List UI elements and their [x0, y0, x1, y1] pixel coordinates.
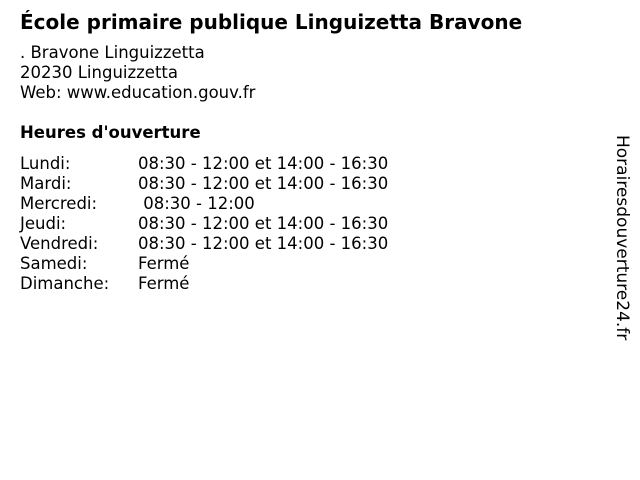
time-value: Fermé [138, 254, 190, 273]
time-value: 08:30 - 12:00 et 14:00 - 16:30 [138, 154, 389, 173]
hours-row-lundi [20, 154, 388, 174]
address-block [20, 43, 255, 103]
day-label: Lundi: [20, 154, 71, 173]
time-value: Fermé [138, 274, 190, 293]
opening-hours-table [20, 154, 388, 294]
hours-row-vendredi [20, 234, 388, 254]
day-label: Mercredi: [20, 194, 98, 213]
time-value: 08:30 - 12:00 [138, 194, 255, 213]
address-street: . Bravone Linguizzetta [20, 43, 205, 62]
hours-row-dimanche [20, 274, 388, 294]
site-brand-watermark: Horairesdouverture24.fr [612, 135, 632, 341]
time-value: 08:30 - 12:00 et 14:00 - 16:30 [138, 174, 389, 193]
website-text: Web: www.education.gouv.fr [20, 83, 256, 102]
day-label: Vendredi: [20, 234, 99, 253]
day-label: Samedi: [20, 254, 88, 273]
hours-row-mardi [20, 174, 388, 194]
page-title: École primaire publique Linguizetta Bravone [20, 10, 523, 34]
day-label: Dimanche: [20, 274, 110, 293]
hours-heading: Heures d'ouverture [20, 123, 201, 142]
time-value: 08:30 - 12:00 et 14:00 - 16:30 [138, 234, 389, 253]
address-city: 20230 Linguizzetta [20, 63, 179, 82]
hours-row-samedi [20, 254, 388, 274]
hours-row-jeudi [20, 214, 388, 234]
time-value: 08:30 - 12:00 et 14:00 - 16:30 [138, 214, 389, 233]
day-label: Jeudi: [20, 214, 67, 233]
day-label: Mardi: [20, 174, 72, 193]
hours-row-mercredi [20, 194, 388, 214]
